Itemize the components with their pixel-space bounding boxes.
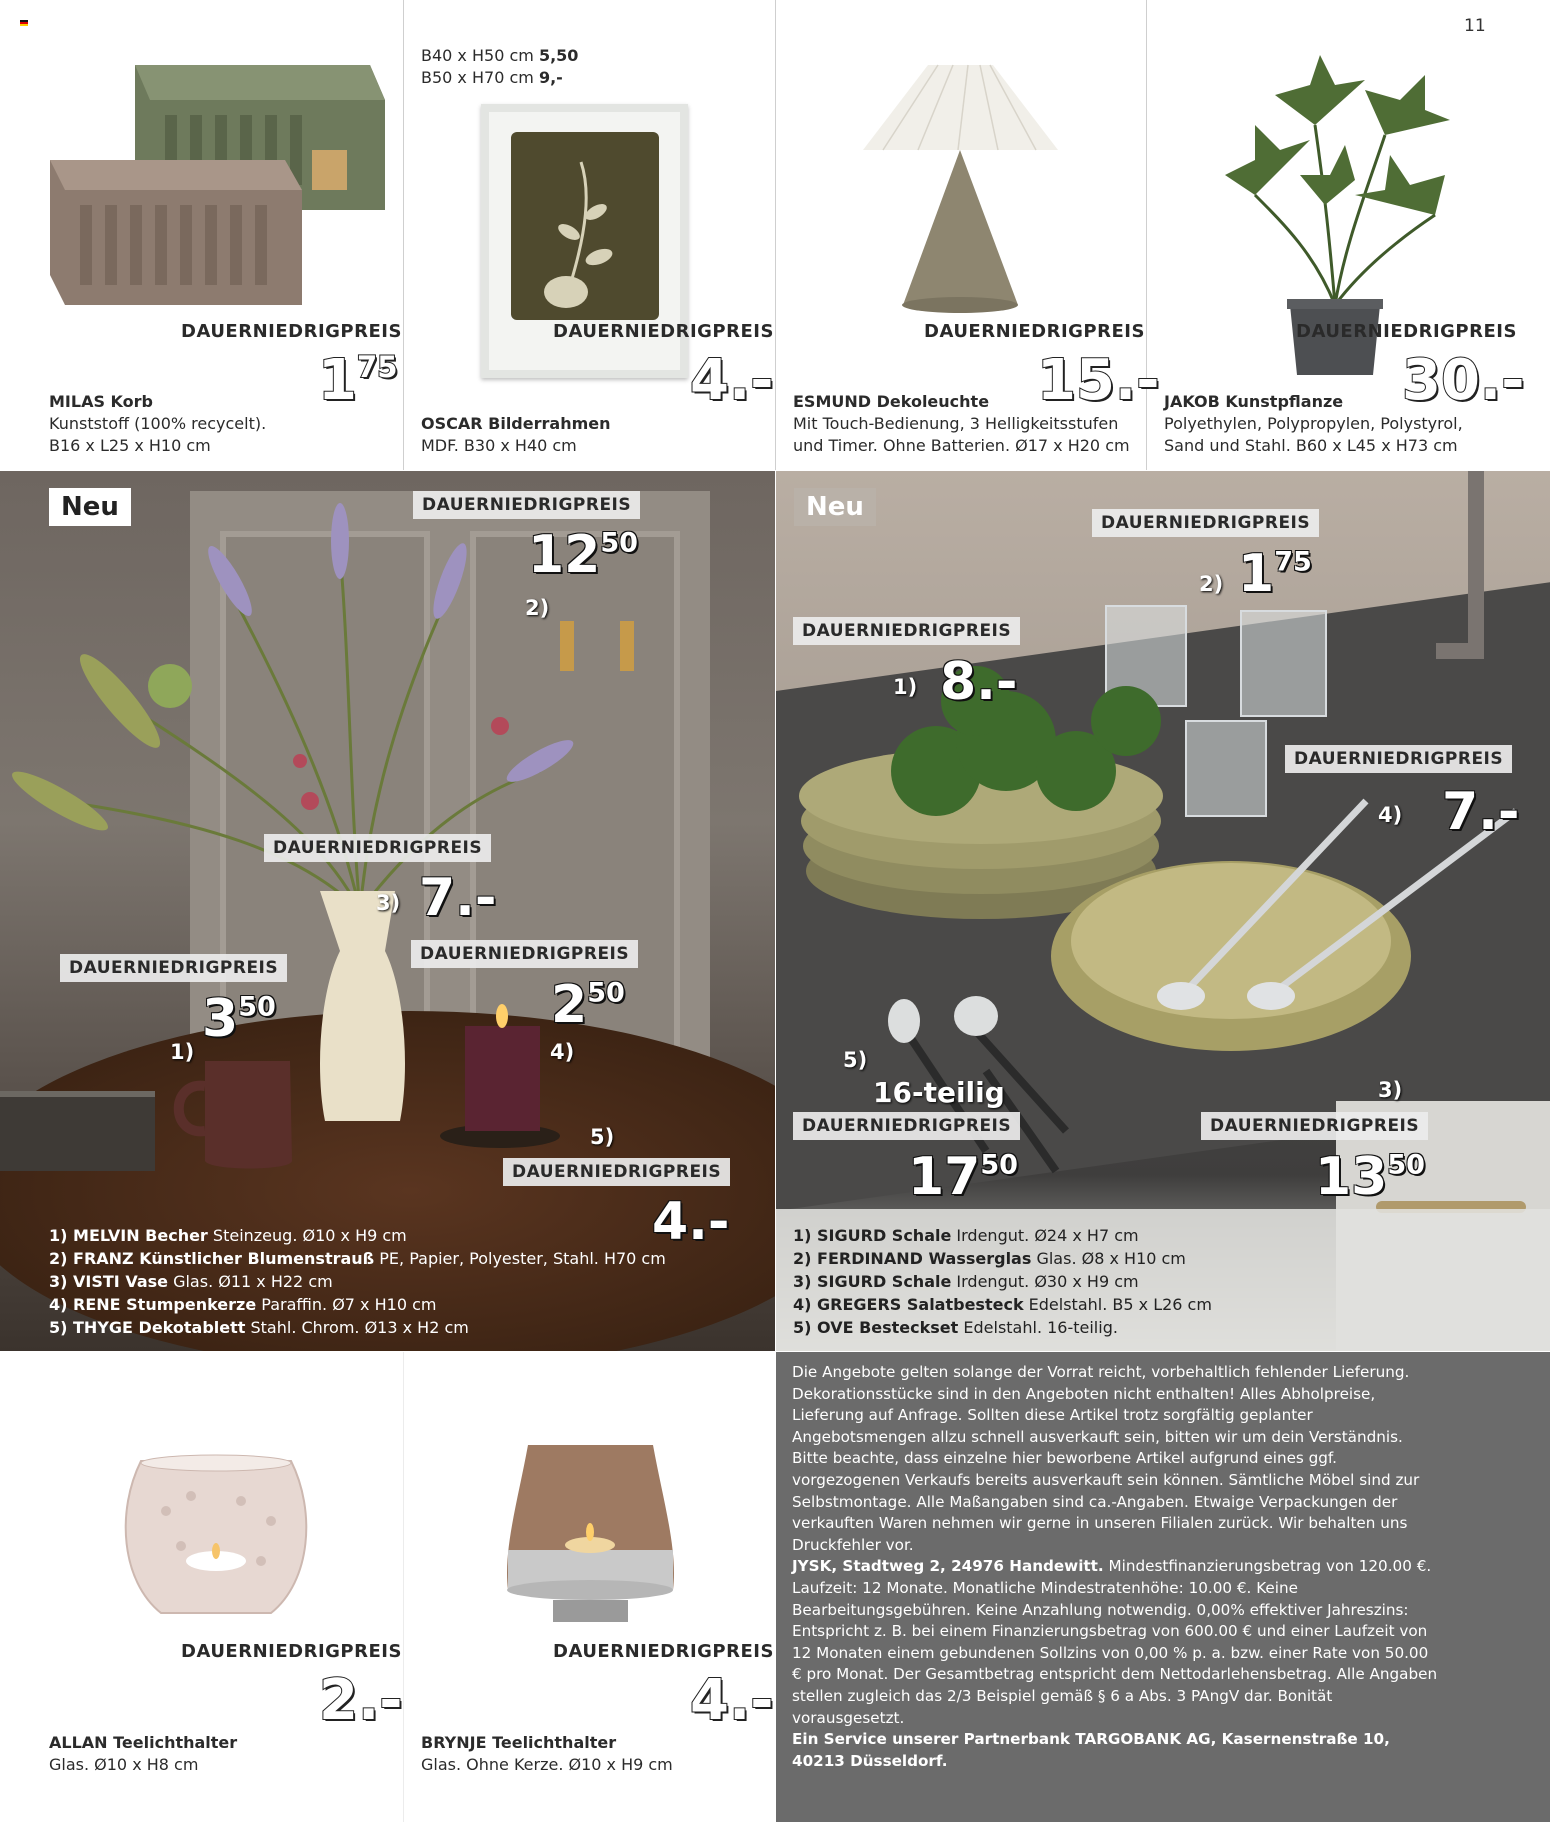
price-label: DAUERNIEDRIGPREIS [793,1112,1020,1140]
price-label: DAUERNIEDRIGPREIS [181,1641,402,1662]
esmund-description: ESMUND Dekoleuchte Mit Touch-Bedienung, 3 Helligkeitsstufen und Timer. Ohne Batterien. Ø17 x H20 cm [793,392,1130,455]
list-item: 4) GREGERS Salatbesteck Edelstahl. B5 x L26 cm [793,1295,1212,1314]
milas-basket-image [40,40,390,310]
price-label: DAUERNIEDRIGPREIS [411,940,638,968]
marker-4: 4) [550,1040,575,1064]
price-label: DAUERNIEDRIGPREIS [181,321,402,342]
franz-price: $12^{50}$ [528,525,638,585]
new-badge: Neu [49,488,131,526]
list-item: 2) FRANZ Künstlicher Blumenstrauß PE, Papier, Polyester, Stahl. H70 cm [49,1249,666,1268]
legal-financing: JYSK, Stadtweg 2, 24976 Handewitt. Mindestfinanzierungsbetrag von 120.00 €. Laufzeit: 12 Monate. Monatliche Mindestratenhöhe: 10.00 €. Keine Bearbeitungsgebühren. Keine Anzahlung notwendig. 0,00% effektiver Jahreszins: Entspricht z. B. bei einem Finanzierungsbetrag von 600.00 € und einer Laufzeit von 12 Monaten einem gebundenen Sollzins von 0,00 % p. a. bzw. einer Rate von 50.00 € pro Monat. Der Gesamtbetrag entspricht dem Nettodarlehensbetrag. Alle Angaben stellen zugleich das 2/3 Beispiel gemäß § 6 a Abs. 3 PAngV dar. Bonität vorausgesetzt. [792,1557,1438,1727]
marker-4: 4) [1378,803,1403,827]
melvin-price: $3^{50}$ [202,989,276,1049]
gregers-price: 7.- [1442,782,1520,842]
marker-5: 5) [590,1125,615,1149]
list-item: 2) FERDINAND Wasserglas Glas. Ø8 x H10 cm [793,1249,1186,1268]
column-divider [403,1352,404,1822]
milas-price: $1^{75}$ [318,348,398,413]
price-label: DAUERNIEDRIGPREIS [264,834,491,862]
brynje-price: 4.- [690,1668,774,1733]
flag-icon [20,20,28,26]
price-label: DAUERNIEDRIGPREIS [60,954,287,982]
legal-text [792,1362,1442,1772]
jakob-description: JAKOB Kunstpflanze Polyethylen, Polypropylen, Polystyrol, Sand und Stahl. B60 x L45 x H73 cm [1164,392,1463,455]
list-item: 1) MELVIN Becher Steinzeug. Ø10 x H9 cm [49,1226,407,1245]
marker-1: 1) [893,675,918,699]
marker-3: 3) [1378,1078,1403,1102]
thyge-price: 4.- [652,1192,730,1252]
sigurd-small-price: 8.- [940,652,1018,712]
brynje-description: BRYNJE Teelichthalter Glas. Ohne Kerze. Ø10 x H9 cm [421,1733,673,1774]
price-label: DAUERNIEDRIGPREIS [503,1158,730,1186]
right-scene-item-list [793,1224,1533,1339]
column-divider [775,0,776,470]
new-badge: Neu [794,488,876,526]
price-label: DAUERNIEDRIGPREIS [924,321,1145,342]
marker-1: 1) [170,1040,195,1064]
esmund-price: 15.- [1037,348,1160,413]
sigurd-large-price: $13^{50}$ [1315,1147,1425,1207]
set-size-label: 16-teilig [873,1076,1005,1109]
price-label: DAUERNIEDRIGPREIS [1092,509,1319,537]
price-label: DAUERNIEDRIGPREIS [1296,321,1517,342]
price-label: DAUERNIEDRIGPREIS [553,1641,774,1662]
ove-price: $17^{50}$ [908,1147,1018,1207]
milas-description: MILAS Korb Kunststoff (100% recycelt). B16 x L25 x H10 cm [49,392,267,455]
list-item: 1) SIGURD Schale Irdengut. Ø24 x H7 cm [793,1226,1139,1245]
esmund-lamp-image [858,55,1063,315]
marker-3: 3) [376,891,401,915]
column-divider [403,0,404,470]
list-item: 3) SIGURD Schale Irdengut. Ø30 x H9 cm [793,1272,1139,1291]
allan-price: 2.- [319,1668,403,1733]
price-label: DAUERNIEDRIGPREIS [1201,1112,1428,1140]
allan-tealight-image [121,1451,311,1621]
legal-bank: Ein Service unserer Partnerbank TARGOBANK AG, Kasernenstraße 10, 40213 Düsseldorf. [792,1730,1390,1770]
jakob-price: 30.- [1402,348,1525,413]
brynje-tealight-image [498,1440,683,1625]
rene-price: $2^{50}$ [551,975,625,1035]
price-label: DAUERNIEDRIGPREIS [553,321,774,342]
list-item: 5) OVE Besteckset Edelstahl. 16-teilig. [793,1318,1118,1337]
marker-2: 2) [525,596,550,620]
price-label: DAUERNIEDRIGPREIS [793,617,1020,645]
legal-disclaimer: Die Angebote gelten solange der Vorrat reicht, vorbehaltlich fehlender Lieferung. Dekorationsstücke sind in den Angeboten nicht enthalten! Alles Abholpreise, Lieferung auf Anfrage. Sollten diese Artikel trotz sorgfältig geplanter Angebotsmengen allzu schnell ausverkauft sein, bitten wir um dein Verständnis. Bitte beachte, dass einzelne hier beworbene Artikel aufgrund eines ggf. vorgezogenen Verkaufs bereits ausverkauft sein können. Sämtliche Möbel sind zur Selbstmontage. Alle Maßangaben sind ca.-Angaben. Etwaige Verpackungen der verkauften Waren nehmen wir gerne in unseren Filialen zurück. Wir behalten uns Druckfehler vor. [792,1363,1420,1554]
oscar-price: 4.- [690,348,774,413]
oscar-description: OSCAR Bilderrahmen MDF. B30 x H40 cm [421,414,611,455]
allan-description: ALLAN Teelichthalter Glas. Ø10 x H8 cm [49,1733,238,1774]
left-scene-item-list [49,1224,769,1339]
price-label: DAUERNIEDRIGPREIS [1285,745,1512,773]
page-number: 11 [1464,16,1486,36]
marker-2: 2) [1199,572,1224,596]
price-label: DAUERNIEDRIGPREIS [413,491,640,519]
visti-price: 7.- [419,868,497,928]
list-item: 4) RENE Stumpenkerze Paraffin. Ø7 x H10 cm [49,1295,437,1314]
marker-5: 5) [843,1048,868,1072]
list-item: 5) THYGE Dekotablett Stahl. Chrom. Ø13 x H2 cm [49,1318,469,1337]
oscar-size-prices: B40 x H50 cm 5,50 B50 x H70 cm 9,- [421,46,579,87]
list-item: 3) VISTI Vase Glas. Ø11 x H22 cm [49,1272,333,1291]
ferdinand-price: $1^{75}$ [1238,544,1312,604]
